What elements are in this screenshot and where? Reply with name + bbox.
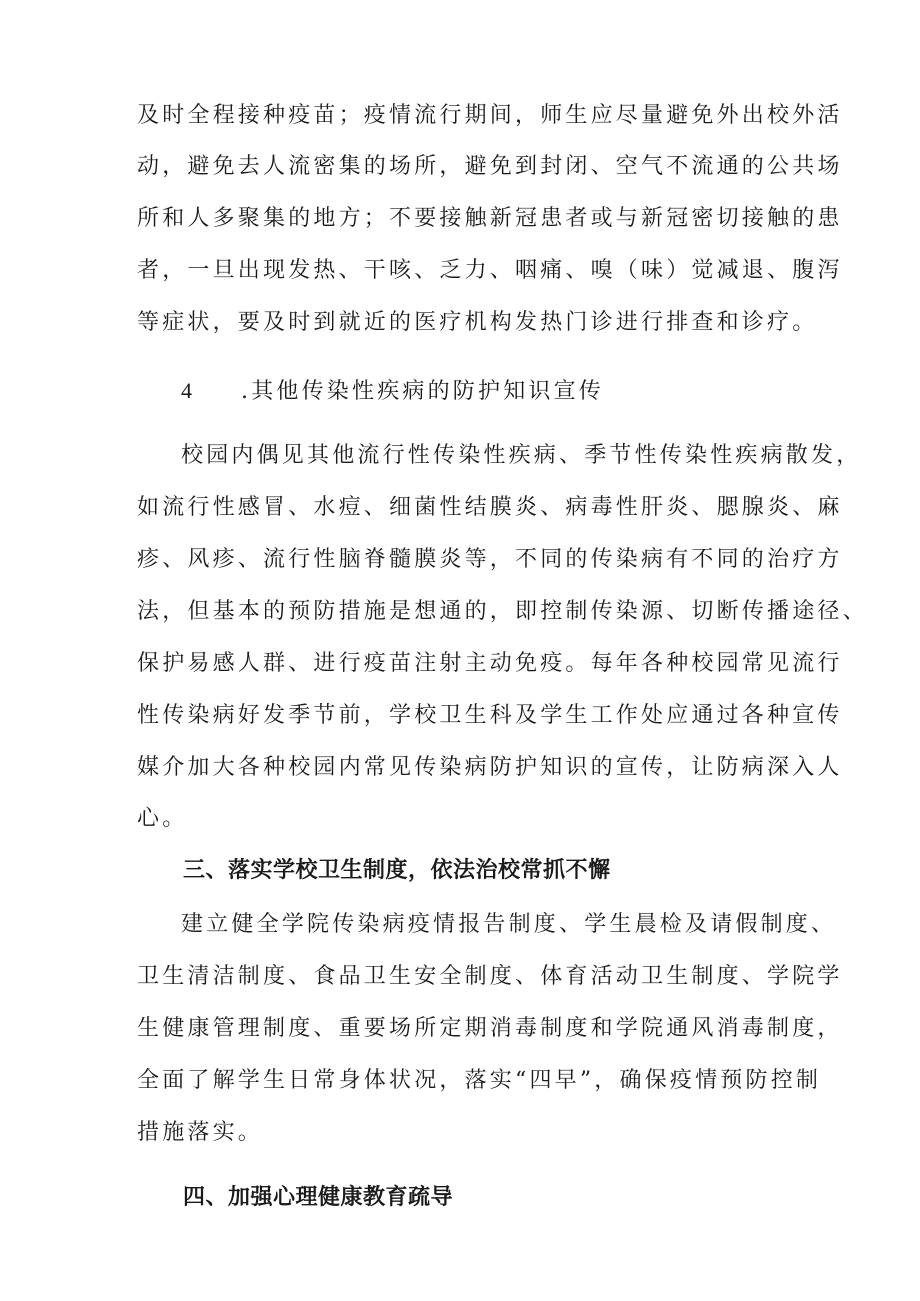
text-line: 建立健全学院传染病疫情报告制度、学生晨检及请假制度、: [181, 912, 837, 937]
text-line: 卫生清洁制度、食品卫生安全制度、体育活动卫生制度、学院学: [137, 964, 843, 989]
text-line: 如流行性感冒、水痘、细菌性结膜炎、病毒性肝炎、腮腺炎、麻: [137, 495, 843, 520]
text-line: 措施落实。: [137, 1120, 264, 1145]
text-line: 者，一旦出现发热、干咳、乏力、咽痛、嗅（味）觉减退、腹泻: [137, 258, 843, 283]
text-line: 全面了解学生日常身体状况，落实“四早”，确保疫情预防控制: [137, 1068, 822, 1093]
text-line: 所和人多聚集的地方；不要接触新冠患者或与新冠密切接触的患: [137, 206, 843, 231]
text-line: 性传染病好发季节前，学校卫生科及学生工作处应通过各种宣传: [137, 703, 843, 728]
text-line: 心。: [137, 806, 188, 831]
item-title: .其他传染性疾病的防护知识宣传: [241, 379, 604, 404]
item-number: 4: [181, 378, 192, 403]
text-line: 疹、风疹、流行性脑脊髓膜炎等，不同的传染病有不同的治疗方: [137, 547, 843, 572]
section-heading-3: 三、落实学校卫生制度，依法治校常抓不懈: [183, 858, 611, 883]
text-line: 生健康管理制度、重要场所定期消毒制度和学院通风消毒制度，: [137, 1016, 843, 1041]
text-line: 动，避免去人流密集的场所，避免到封闭、空气不流通的公共场: [137, 154, 843, 179]
text-line: 等症状，要及时到就近的医疗机构发热门诊进行排查和诊疗。: [137, 310, 818, 335]
text-line: 及时全程接种疫苗；疫情流行期间，师生应尽量避免外出校外活: [137, 103, 843, 128]
text-line: 法，但基本的预防措施是想通的，即控制传染源、切断传播途径、: [137, 599, 868, 624]
subheading-item-4: [181, 376, 604, 407]
text-line: 媒介加大各种校园内常见传染病防护知识的宣传，让防病深入人: [137, 755, 843, 780]
section-heading-4: 四、加强心理健康教育疏导: [183, 1185, 454, 1210]
text-line: 保护易感人群、进行疫苗注射主动免疫。每年各种校园常见流行: [137, 651, 843, 676]
text-line: 校园内偶见其他流行性传染性疾病、季节性传染性疾病散发，: [181, 443, 862, 468]
